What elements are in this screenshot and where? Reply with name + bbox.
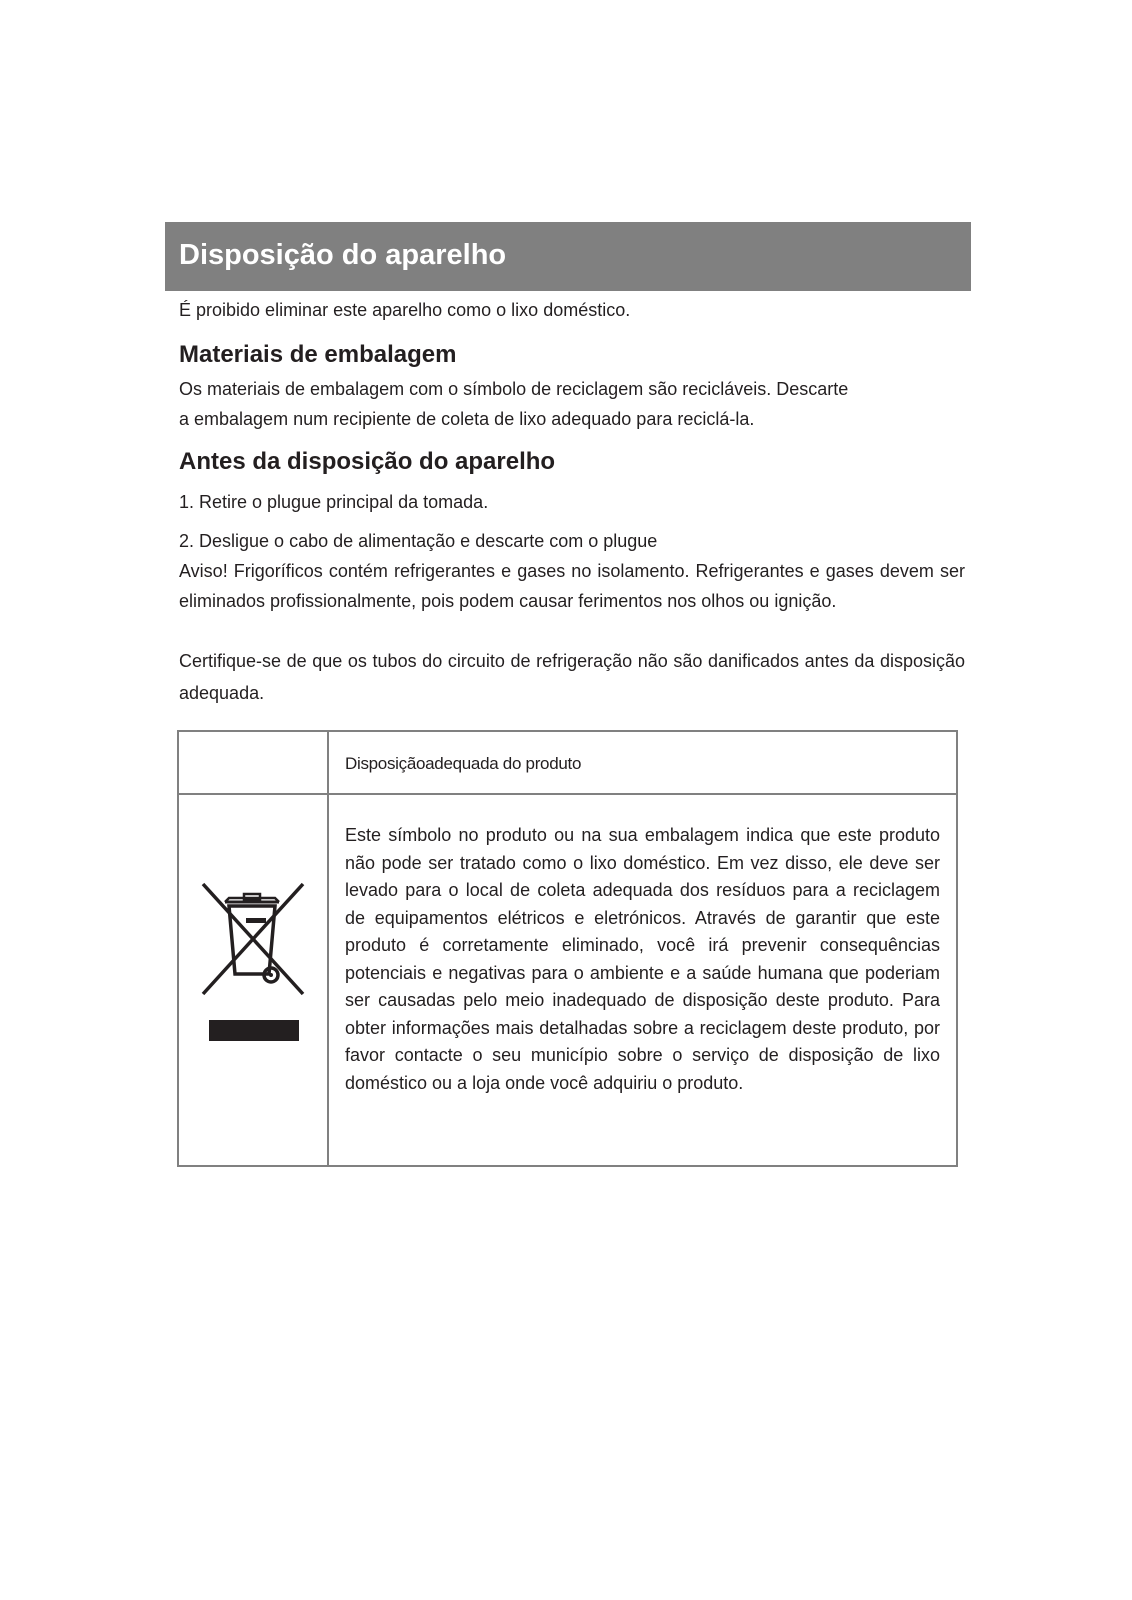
step-2: 2. Desligue o cabo de alimentação e descarte com o plugue xyxy=(179,531,658,551)
disposal-table xyxy=(177,730,958,1167)
table-header-cell: Disposiçãoadequada do produto xyxy=(345,754,582,773)
note-paragraph: Certifique-se de que os tubos do circuito de refrigeração não são danificados antes da disposição adequada. xyxy=(179,651,965,703)
packaging-line-2: a embalagem num recipiente de coleta de lixo adequado para reciclá-la. xyxy=(179,409,755,429)
step-1: 1. Retire o plugue principal da tomada. xyxy=(179,492,489,512)
warning-paragraph: Aviso! Frigoríficos contém refrigerantes e gases no isolamento. Refrigerantes e gases devem ser eliminados profissionalmente, pois podem causar ferimentos nos olhos ou ignição. xyxy=(179,561,965,611)
packaging-line-1: Os materiais de embalagem com o símbolo de reciclagem são recicláveis. Descarte xyxy=(179,379,849,399)
packaging-heading: Materiais de embalagem xyxy=(179,341,457,368)
crossed-out-wheelie-bin-icon xyxy=(199,882,309,1047)
section-title-bar xyxy=(165,222,971,291)
before-disposal-heading: Antes da disposição do aparelho xyxy=(179,448,556,475)
page-title: Disposição do aparelho xyxy=(179,239,507,271)
table-body-cell: Este símbolo no produto ou na sua embalagem indica que este produto não pode ser tratado como o lixo doméstico. Em vez disso, ele deve ser levado para o local de coleta adequada dos resíduos para a reciclagem de equipamentos elétricos e eletrónicos. Através de garantir que este produto é corretamente eliminado, você irá prevenir consequências potenciais e negativas para o ambiente e a saúde humana que poderiam ser causadas pelo meio inadequado de disposição deste produto. Para obter informações mais detalhadas sobre a reciclagem deste produto, por favor contacte o seu município sobre o serviço de disposição de lixo doméstico ou a loja onde você adquiriu o produto. xyxy=(345,825,940,1093)
table-column-divider xyxy=(327,732,329,1165)
table-row-divider xyxy=(179,793,956,795)
intro-text: É proibido eliminar este aparelho como o lixo doméstico. xyxy=(179,300,631,320)
